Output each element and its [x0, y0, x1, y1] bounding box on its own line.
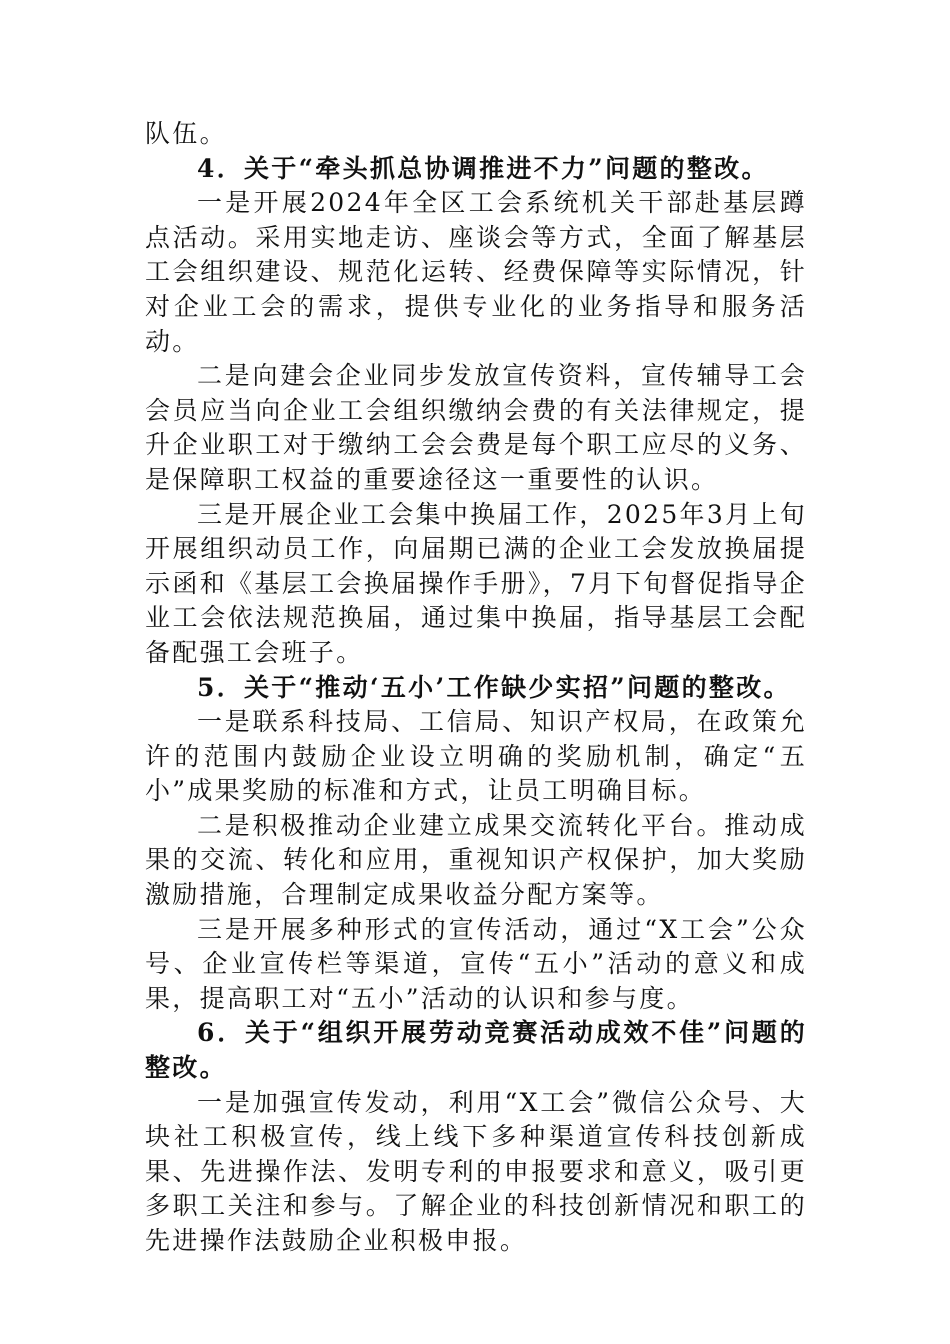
- paragraph: 一是开展2024年全区工会系统机关干部赴基层蹲点活动。采用实地走访、座谈会等方式，全面了解基层工会组织建设、规范化运转、经费保障等实际情况，针对企业工会的需求，提供专业化的业务指导和服务活动。: [145, 188, 807, 356]
- paragraph: 一是加强宣传发动，利用“X工会”微信公众号、大块社工积极宣传，线上线下多种渠道宣传科技创新成果、先进操作法、发明专利的申报要求和意义，吸引更多职工关注和参与。了解企业的科技创新情况和职工的先进操作法鼓励企业积极申报。: [145, 1087, 807, 1255]
- heading-6: 6．关于“组织开展劳动竞赛活动成效不佳”问题的整改。: [145, 1018, 807, 1083]
- paragraph: 三是开展多种形式的宣传活动，通过“X工会”公众号、企业宣传栏等渠道，宣传“五小”活动的意义和成果，提高职工对“五小”活动的认识和参与度。: [145, 914, 807, 1013]
- paragraph: 二是积极推动企业建立成果交流转化平台。推动成果的交流、转化和应用，重视知识产权保护，加大奖励激励措施，合理制定成果收益分配方案等。: [145, 810, 807, 910]
- heading-5: 5．关于“推动‘五小’工作缺少实招”问题的整改。: [197, 672, 791, 702]
- heading-4: 4．关于“牵头抓总协调推进不力”问题的整改。: [197, 153, 769, 183]
- paragraph: 一是联系科技局、工信局、知识产权局，在政策允许的范围内鼓励企业设立明确的奖励机制，确定“五小”成果奖励的标准和方式，让员工明确目标。: [145, 707, 807, 806]
- paragraph: 二是向建会企业同步发放宣传资料，宣传辅导工会会员应当向企业工会组织缴纳会费的有关法律规定，提升企业职工对于缴纳工会会费是每个职工应尽的义务、是保障职工权益的重要途径这一重要性的认识。: [145, 361, 807, 494]
- paragraph-continuation: 队伍。: [145, 119, 227, 148]
- paragraph: 三是开展企业工会集中换届工作，2025年3月上旬开展组织动员工作，向届期已满的企业工会发放换届提示函和《基层工会换届操作手册》，7月下旬督促指导企业工会依法规范换届，通过集中换届，指导基层工会配备配强工会班子。: [145, 499, 807, 667]
- document-body: [145, 117, 807, 1259]
